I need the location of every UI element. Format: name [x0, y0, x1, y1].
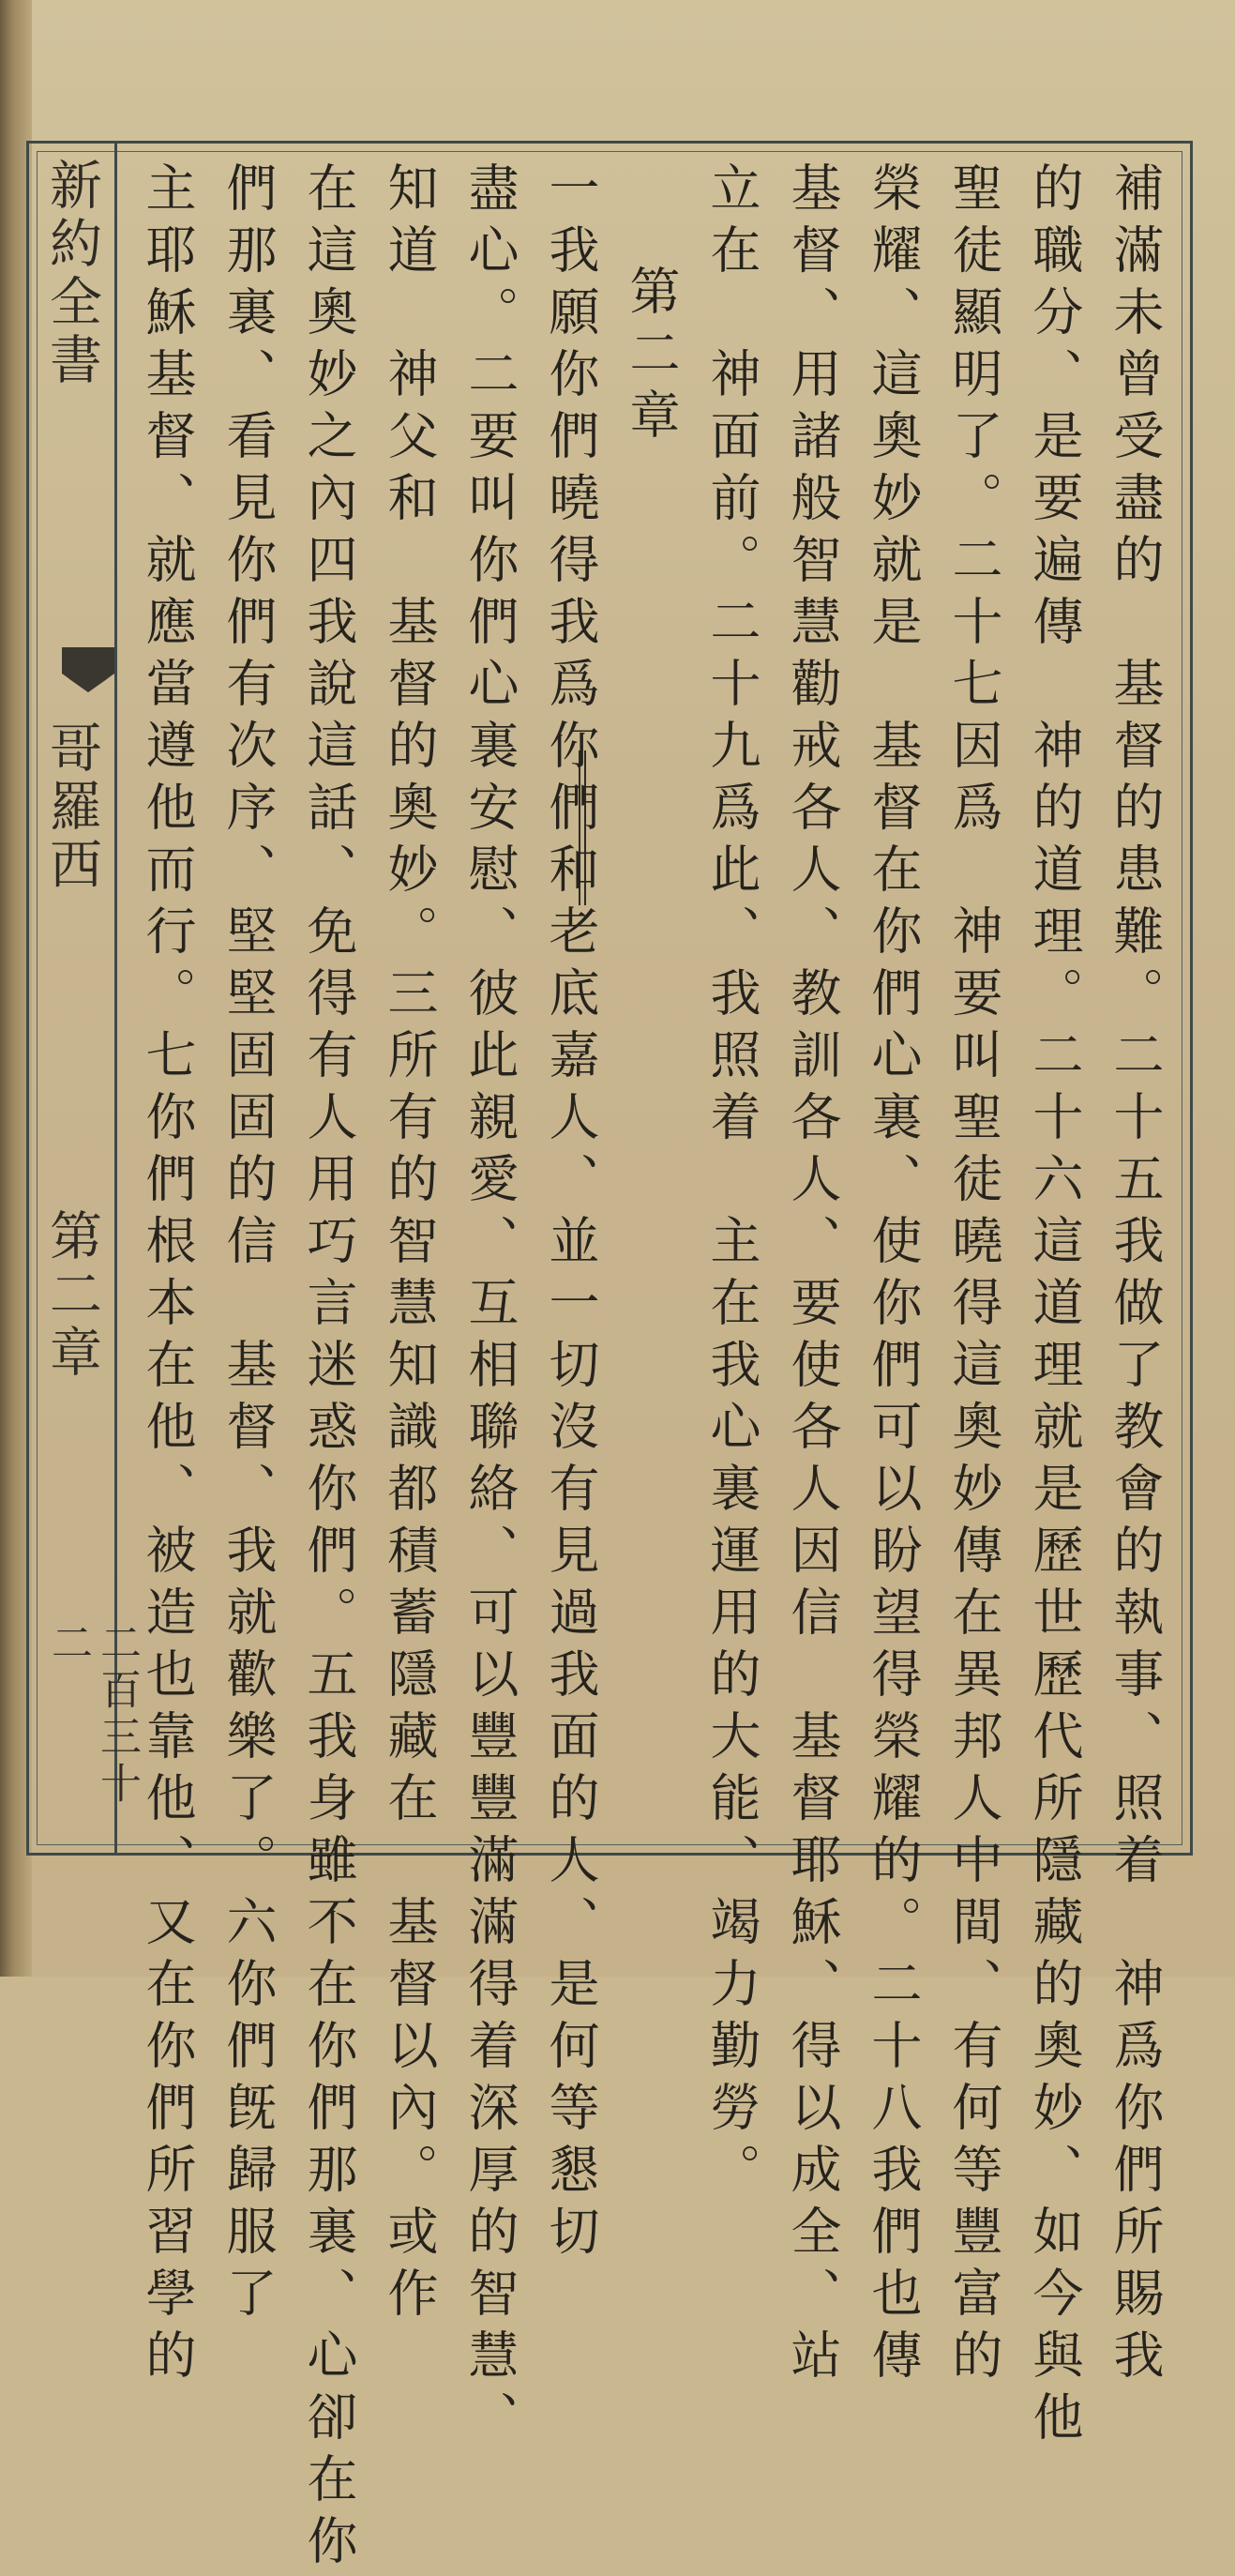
scripture-text-body: [122, 161, 1172, 2576]
text-column-5: 基督、用諸般智慧勸戒各人、教訓各人、要使各人因信 基督耶穌、得以成全、站: [783, 161, 842, 2390]
chapter-label: 第二章: [41, 1208, 102, 1383]
page-number: 二百三十二: [44, 1621, 141, 1809]
text-column-6: 立在 神面前。二十九爲此、我照着 主在我心裏運用的大能、竭力勤勞。: [702, 161, 761, 2205]
book-name-colossians: 哥羅西: [41, 720, 102, 895]
text-column-8: 一我願你們曉得我爲你們和老底嘉人、並一切沒有見過我面的人、是何等懇切: [541, 161, 600, 2266]
text-column-3: 聖徒顯明了。二十七因爲 神要叫聖徒曉得這奧妙傳在異邦人中間、有何等豐富的: [944, 161, 1003, 2390]
text-column-1: 補滿未曾受盡的 基督的患難。二十五我做了教會的執事、照着 神爲你們所賜我: [1106, 161, 1165, 2390]
text-column-11: 在這奧妙之內四我說這話、免得有人用巧言迷惑你們。五我身雖不在你們那裏、心卻在你: [299, 161, 358, 2576]
text-column-9: 盡心。二要叫你們心裏安慰、彼此親愛、互相聯絡、可以豐豐滿滿得着深厚的智慧、: [460, 161, 520, 2452]
text-column-12: 們那裏、看見你們有次序、堅堅固固的信 基督、我就歡樂了。六你們旣歸服了: [218, 161, 278, 2328]
text-column-4: 榮耀、這奧妙就是 基督在你們心裏、使你們可以盼望得榮耀的。二十八我們也傳: [864, 161, 923, 2390]
text-column-2: 的職分、是要遍傳 神的道理。二十六這道理就是歷世歷代所隱藏的奧妙、如今與他: [1025, 161, 1084, 2452]
book-title: 新約全書: [41, 158, 102, 390]
page-margin-column: [32, 158, 141, 1846]
fishtail-ornament-icon: [60, 645, 116, 711]
chapter-heading: 第二章: [622, 265, 681, 450]
margin-divider: [114, 141, 117, 1856]
text-column-13: 主耶穌基督、就應當遵他而行。七你們根本在他、被造也靠他、又在你們所習學的: [138, 161, 197, 2390]
text-column-10: 知道 神父和 基督的奧妙。三所有的智慧知識都積蓄隱藏在 基督以內。或作: [380, 161, 439, 2328]
